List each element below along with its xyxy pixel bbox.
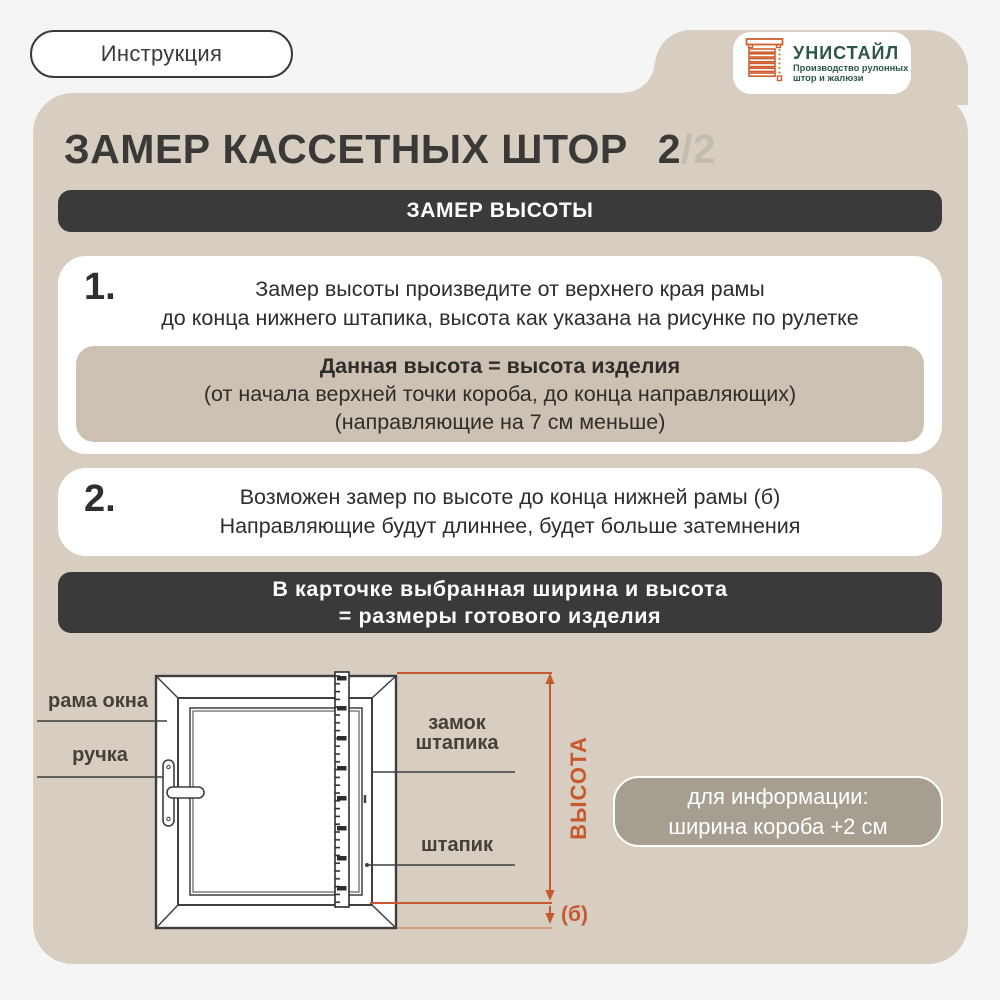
page-title-text: ЗАМЕР КАССЕТНЫХ ШТОР [64, 126, 628, 172]
step-2-number: 2. [84, 478, 116, 520]
blinds-icon [745, 37, 785, 90]
page-counter [658, 126, 717, 173]
height-dimension-label: ВЫСОТА [566, 736, 591, 840]
page-counter-current: 2 [657, 126, 682, 172]
section-header-label: ЗАМЕР ВЫСОТЫ [406, 199, 594, 222]
note-line-2: (от начала верхней точки короба, до конца направляющих) [203, 382, 797, 406]
instruction-badge [30, 30, 293, 78]
step-1-line-2: до конца нижнего штапика, высота как указана на рисунке по рулетке [161, 306, 859, 330]
frame-label: рама окна [48, 690, 148, 712]
handle-label: ручка [72, 744, 128, 766]
step-1-number: 1. [84, 266, 116, 308]
info-box [613, 776, 943, 847]
banner-bar [58, 572, 942, 633]
step-2-line-2: Направляющие будут длиннее, будет больше затемнения [219, 514, 801, 538]
window-glass [193, 711, 359, 892]
arrow-down-b [545, 913, 554, 924]
step-2-card [58, 468, 942, 556]
step-2-text [98, 483, 922, 541]
banner-line-1: В карточке выбранная ширина и высота [272, 576, 728, 601]
step-1-line-1: Замер высоты произведите от верхнего края рамы [255, 277, 765, 301]
step-1-note [76, 346, 924, 442]
page-title [64, 126, 944, 173]
logo-tagline-2: штор и жалюзи [793, 73, 864, 83]
banner-line-2: = размеры готового изделия [338, 603, 662, 628]
measuring-tape [335, 672, 349, 907]
step-1-card [58, 256, 942, 454]
company-logo [733, 32, 911, 94]
step-1-text [98, 275, 922, 333]
b-mark-label: (б) [561, 903, 588, 926]
note-line-3: (направляющие на 7 см меньше) [334, 410, 666, 434]
note-bold-line: Данная высота = высота изделия [319, 354, 681, 378]
card-tab-fillet [624, 62, 655, 93]
step-2-line-1: Возможен замер по высоте до конца нижней рамы (б) [239, 485, 781, 509]
logo-tagline-1: Производство рулонных [793, 62, 909, 73]
info-line-2: ширина короба +2 см [668, 813, 888, 839]
logo-name: УНИСТАЙЛ [793, 42, 900, 63]
bead-label: штапик [421, 834, 493, 856]
arrow-down [545, 890, 554, 901]
section-header-bar [58, 190, 942, 232]
info-line-1: для информации: [687, 783, 869, 809]
arrow-up [545, 673, 554, 684]
page-counter-total: /2 [681, 126, 717, 172]
instruction-badge-label: Инструкция [100, 41, 223, 66]
bead-lock-label: замок штапика [415, 712, 499, 754]
